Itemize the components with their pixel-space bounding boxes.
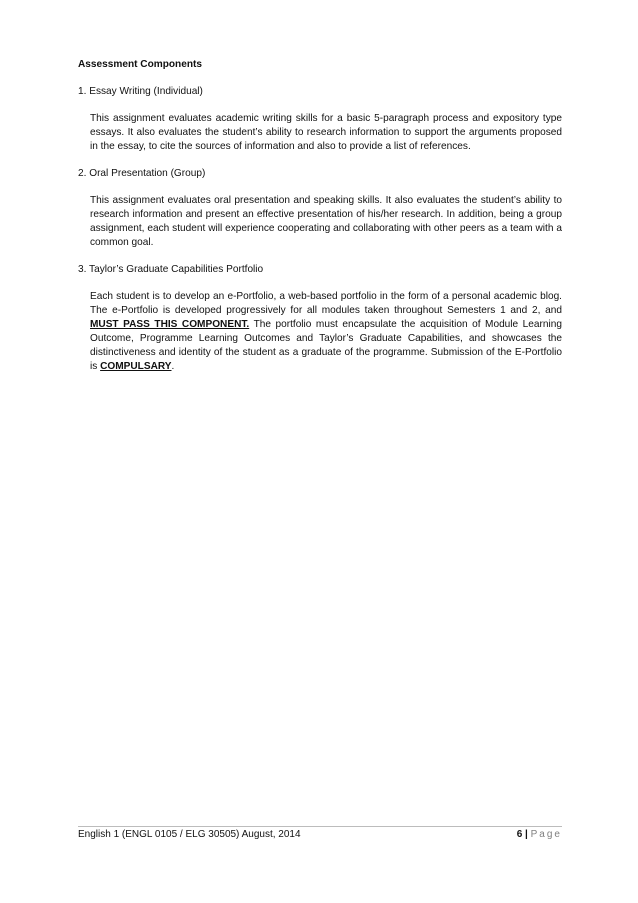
document-body <box>78 58 562 374</box>
footer-divider <box>78 826 562 827</box>
page-word: Page <box>530 829 562 840</box>
section-heading: Assessment Components <box>78 59 202 70</box>
page-number: 6 | <box>516 829 528 840</box>
item-title-oral: 2. Oral Presentation (Group) <box>78 168 206 179</box>
compulsary-emphasis: COMPULSARY <box>100 361 172 372</box>
page-footer <box>78 829 562 840</box>
portfolio-text-part2: The portfolio must encapsulate the acquisition of Module Learning Outcome, Programme Learning Outcomes and Taylor’s Graduate Capabilities, and showcases the distinctiveness and identity of the student as a graduate of the programme. Submission of the E-Portfolio is <box>90 319 562 372</box>
portfolio-text-part1: Each student is to develop an e-Portfolio, a web-based portfolio in the form of a personal academic blog. The e-Portfolio is developed progressively for all modules taken throughout Semesters 1 and 2, and <box>90 291 562 316</box>
portfolio-text-part3: . <box>171 361 175 372</box>
item-paragraph-oral: This assignment evaluates oral presentation and speaking skills. It also evaluates the student’s ability to research information and present an effective presentation of his/her research. In addition, being a group assignment, each student will experience cooperating and collaborating with other peers as a team with a common goal. <box>90 195 562 248</box>
item-paragraph-essay: This assignment evaluates academic writing skills for a basic 5-paragraph process and expository type essays. It also evaluates the student’s ability to research information to support the arguments proposed in the essay, to cite the sources of information and also to provide a list of references. <box>90 113 562 152</box>
must-pass-emphasis: MUST PASS THIS COMPONENT. <box>90 319 250 330</box>
item-title-essay: 1. Essay Writing (Individual) <box>78 86 203 97</box>
item-paragraph-portfolio <box>90 290 562 374</box>
footer-course-info: English 1 (ENGL 0105 / ELG 30505) August, 2014 <box>78 829 301 840</box>
item-title-portfolio: 3. Taylor’s Graduate Capabilities Portfolio <box>78 264 264 275</box>
footer-page-indicator <box>517 829 562 840</box>
